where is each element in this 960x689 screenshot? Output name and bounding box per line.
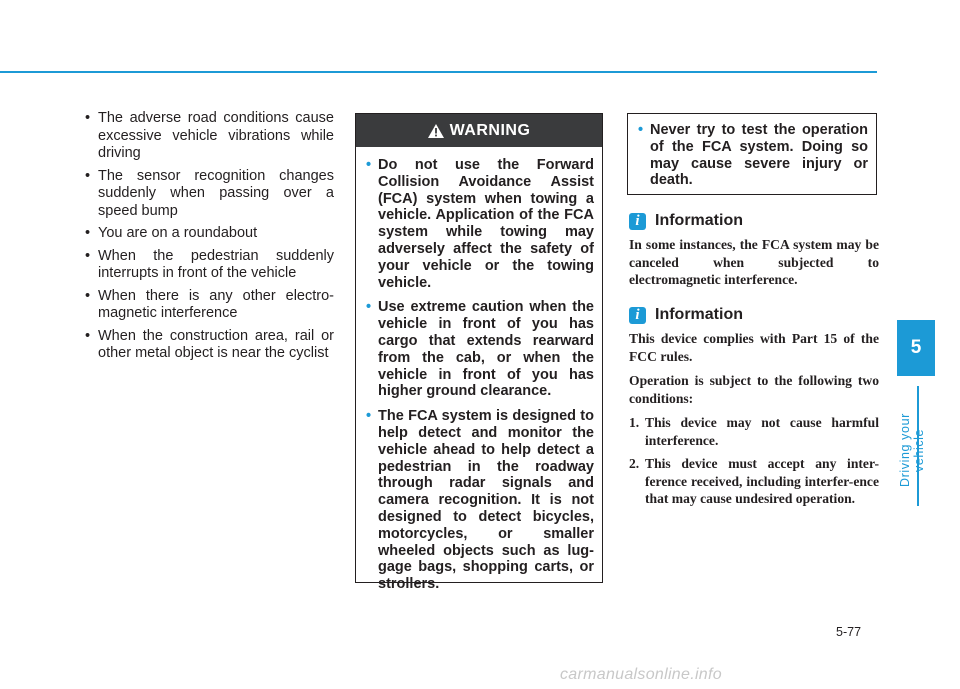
fcc-information <box>629 330 879 514</box>
list-item: • When the pedestrian suddenly interrupts in front of the vehicle <box>84 248 334 283</box>
information-paragraph: In some instances, the FCA system may be canceled when subjected to electromagnetic interference. <box>629 237 879 287</box>
information-icon: i <box>629 307 646 324</box>
warning-title: WARNING <box>449 121 531 139</box>
item-number: 2. <box>629 456 640 471</box>
warning-continued-box <box>627 113 877 195</box>
watermark: carmanualsonline.info <box>560 666 722 683</box>
list-item <box>629 455 879 508</box>
warning-item: • The FCA system is designed to help detect and monitor the vehicle ahead to help detect a pedestrian in the roadway through radar signals and camera recognition. It is not designed to detect bicycles, motorcycles, or smaller wheeled objects such as lug-gage bags, shopping carts, or strollers. <box>366 408 594 593</box>
chapter-tab <box>897 320 935 376</box>
warning-item: • Use extreme caution when the vehicle in front of you has cargo that extends rearward from the cab, or when the vehicle in front of you has higher ground clearance. <box>366 299 594 400</box>
warning-triangle-icon <box>428 124 444 138</box>
information-heading <box>629 306 743 324</box>
warning-item: • Never try to test the operation of the FCA system. Doing so may cause severe injury or death. <box>638 122 868 189</box>
item-text: This device may not cause harmful interference. <box>645 415 879 448</box>
fcc-intro: This device complies with Part 15 of the FCC rules. <box>629 331 879 364</box>
top-rule <box>0 71 877 73</box>
warning-box <box>355 113 603 593</box>
warning-header <box>356 114 602 147</box>
fcc-conditions <box>629 414 879 508</box>
information-heading <box>629 212 743 230</box>
warning-body <box>356 147 602 593</box>
list-item: • When the construction area, rail or other metal object is near the cyclist <box>84 328 334 363</box>
list-item <box>629 414 879 449</box>
warning-item: • Do not use the Forward Collision Avoidance Assist (FCA) system when towing a vehicle. Application of the FCA system while towing may adversely affect the safety of your vehicle or the towing vehicle. <box>366 157 594 291</box>
list-item: • When there is any other electro-magnetic interference <box>84 288 334 323</box>
conditions-list <box>84 110 334 363</box>
list-item: • The adverse road conditions cause excessive vehicle vibrations while driving <box>84 110 334 163</box>
information-text <box>629 236 879 296</box>
item-number: 1. <box>629 415 640 430</box>
information-title: Information <box>655 306 743 323</box>
chapter-label: Driving your vehicle <box>898 413 926 487</box>
list-item: • The sensor recognition changes suddenly when passing over a speed bump <box>84 168 334 221</box>
fcc-subject: Operation is subject to the following two conditions: <box>629 373 879 406</box>
page-number: 5-77 <box>836 625 862 639</box>
list-item: • You are on a roundabout <box>84 225 334 243</box>
item-text: This device must accept any inter-ference received, including interfer-ence that may cause undesired operation. <box>645 456 879 506</box>
left-column <box>84 110 334 368</box>
chapter-number: 5 <box>910 337 922 358</box>
information-title: Information <box>655 212 743 229</box>
information-icon: i <box>629 213 646 230</box>
